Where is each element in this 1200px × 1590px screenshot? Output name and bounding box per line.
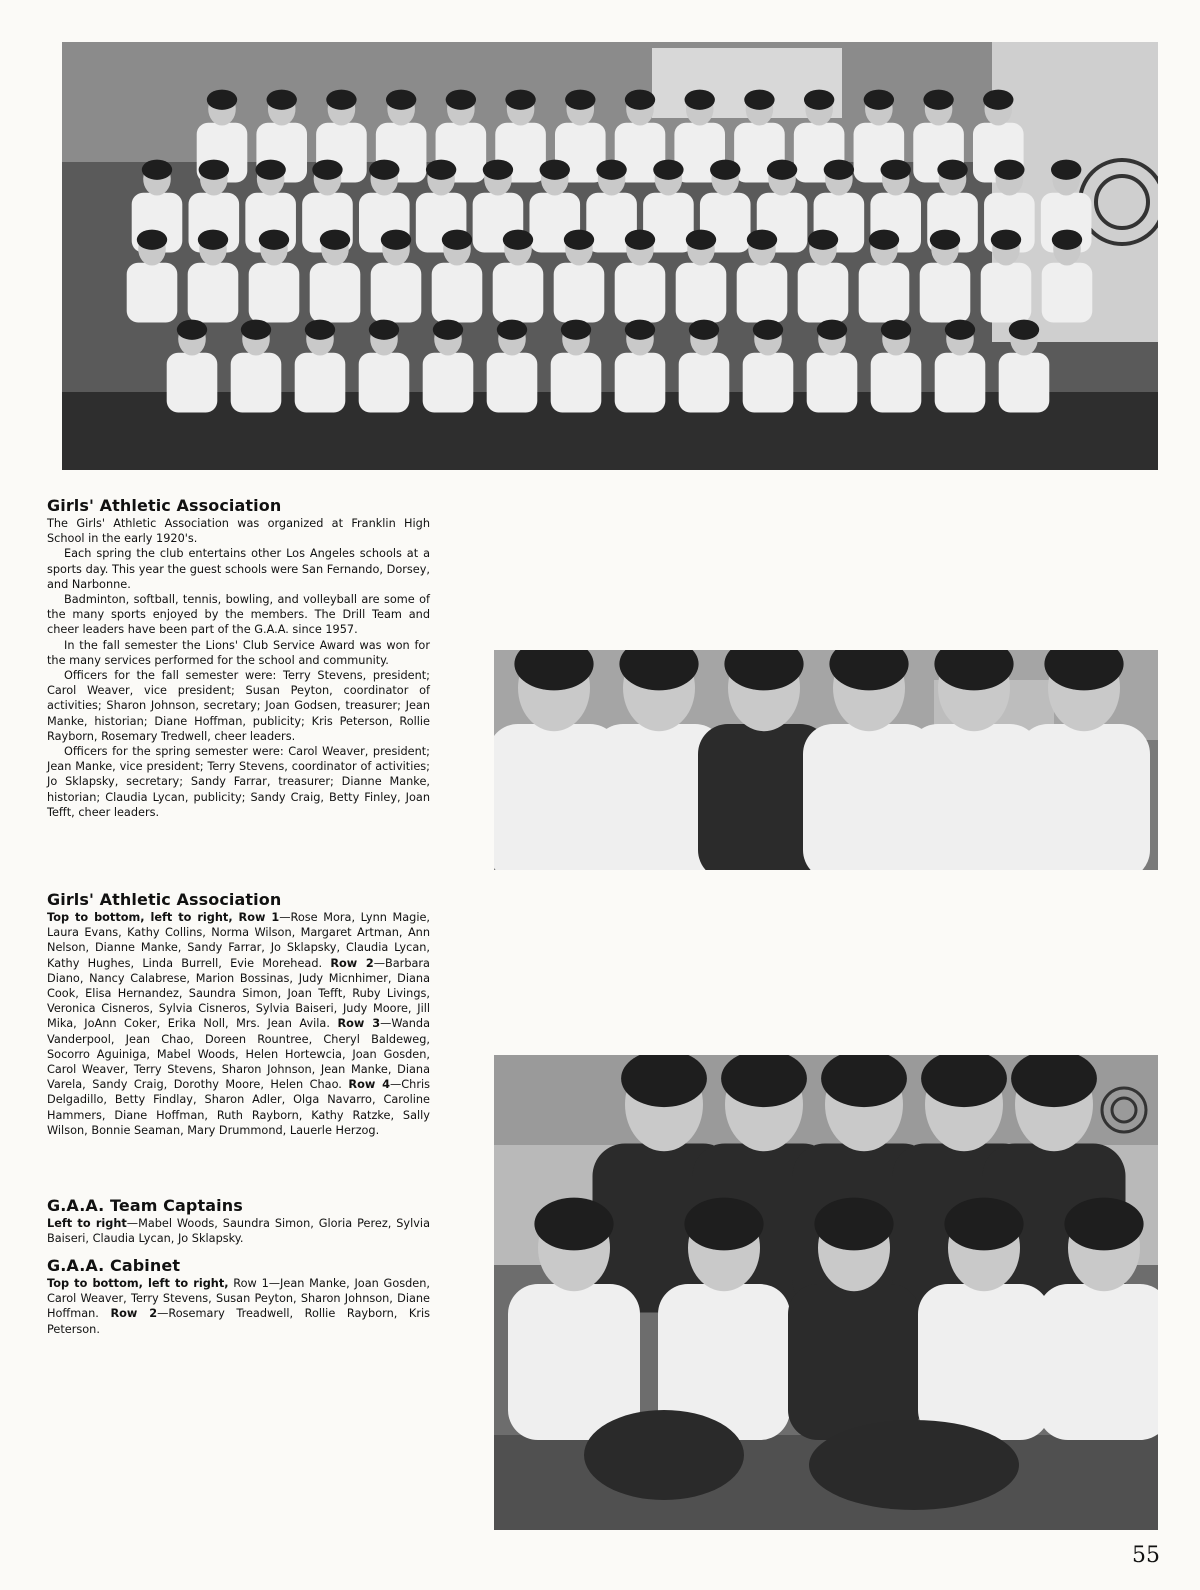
intro-text-block	[47, 496, 430, 820]
intro-paragraph: Officers for the fall semester were: Terry Stevens, president; Carol Weaver, vice president; Susan Peyton, coordinator of activities; Sharon Johnson, secretary; Joan Godsen, treasurer; Jean Manke, historian; Diane Hoffman, publicity; Kris Peterson, Rollie Rayborn, Rosemary Tredwell, cheer leaders.	[47, 669, 430, 743]
intro-heading: Girls' Athletic Association	[47, 496, 282, 515]
cabinet-caption-text	[47, 1276, 430, 1337]
caption-row-names: —Rosemary Treadwell, Rollie Rayborn, Kris Peterson.	[47, 1307, 430, 1336]
caption-row-label: Row 2	[330, 956, 374, 970]
team-captains-photo	[494, 650, 1158, 870]
caption-lead: Top to bottom, left to right,	[47, 1277, 229, 1290]
page-number: 55	[1132, 1543, 1160, 1568]
caption-row-label: Row 2	[110, 1307, 158, 1321]
caption-row-label: Row 4	[348, 1078, 390, 1092]
intro-paragraph: Each spring the club entertains other Los Angeles schools at a sports day. This year the guest schools were San Fernando, Dorsey, and Narbonne.	[47, 547, 430, 591]
caption-row-names: —Mabel Woods, Saundra Simon, Gloria Perez, Sylvia Baiseri, Claudia Lycan, Jo Sklapsky.	[47, 1217, 430, 1246]
caption-row-label: Row 3	[337, 1017, 381, 1031]
group-caption-text	[47, 910, 430, 1138]
caption-row-names: —Wanda Vanderpool, Jean Chao, Doreen Rountree, Cheryl Baldeweg, Socorro Aguiniga, Mabel Woods, Helen Hortewcia, Joan Gosden, Carol Weaver, Terry Stevens, Sharon Johnson, Jean Manke, Diana Varela, Sandy Craig, Dorothy Moore, Helen Chao.	[47, 1017, 430, 1092]
caption-row-names: —Barbara Diano, Nancy Calabrese, Marion Bossinas, Judy Micnhimer, Diana Cook, Elisa Hernandez, Saundra Simon, Joan Tefft, Ruby Livings, Veronica Cisneros, Sylvia Cisneros, Sylvia Baiseri, Judy Moore, Jill Mika, JoAnn Coker, Erika Noll, Mrs. Jean Avila.	[47, 956, 430, 1031]
caption-lead: Left to right	[47, 1217, 127, 1230]
intro-paragraph: The Girls' Athletic Association was organized at Franklin High School in the early 1920's.	[47, 517, 430, 546]
caption-row-names: —Chris Delgadillo, Betty Findlay, Sharon Adler, Olga Navarro, Caroline Hammers, Diane Hoffman, Ruth Rayborn, Kathy Ratzke, Sally Wilson, Bonnie Seaman, Mary Drummond, Lauerle Herzog.	[47, 1078, 430, 1137]
captains-caption-text	[47, 1216, 430, 1246]
cabinet-photo	[494, 1055, 1158, 1530]
cabinet-caption-block	[47, 1256, 430, 1337]
caption-lead: Top to bottom, left to right, Row 1	[47, 911, 280, 924]
cabinet-photo-image	[494, 1055, 1158, 1530]
team-captains-photo-image	[494, 650, 1158, 870]
cabinet-caption-heading: G.A.A. Cabinet	[47, 1256, 181, 1275]
group-caption-heading: Girls' Athletic Association	[47, 890, 282, 909]
group-photo-image	[62, 42, 1158, 470]
intro-paragraph: Badminton, softball, tennis, bowling, and volleyball are some of the many sports enjoyed by the members. The Drill Team and cheer leaders have been part of the G.A.A. since 1957.	[47, 593, 430, 637]
captains-caption-heading: G.A.A. Team Captains	[47, 1196, 243, 1215]
captains-caption-block	[47, 1196, 430, 1246]
group-caption-block	[47, 890, 430, 1138]
intro-paragraph: Officers for the spring semester were: Carol Weaver, president; Jean Manke, vice president; Terry Stevens, coordinator of activities; Jo Sklapsky, secretary; Sandy Farrar, treasurer; Dianne Manke, historian; Claudia Lycan, publicity; Sandy Craig, Betty Finley, Joan Tefft, cheer leaders.	[47, 745, 430, 819]
group-photo	[62, 42, 1158, 470]
caption-row-names: Row 1—Jean Manke, Joan Gosden, Carol Weaver, Terry Stevens, Susan Peyton, Sharon Johnson, Diane Hoffman.	[47, 1277, 430, 1321]
caption-row-names: —Rose Mora, Lynn Magie, Laura Evans, Kathy Collins, Norma Wilson, Margaret Artman, Ann Nelson, Dianne Manke, Sandy Farrar, Jo Sklapsky, Claudia Lycan, Kathy Hughes, Linda Burrell, Evie Morehead.	[47, 911, 431, 970]
intro-paragraph: In the fall semester the Lions' Club Service Award was won for the many services performed for the school and community.	[47, 638, 430, 667]
